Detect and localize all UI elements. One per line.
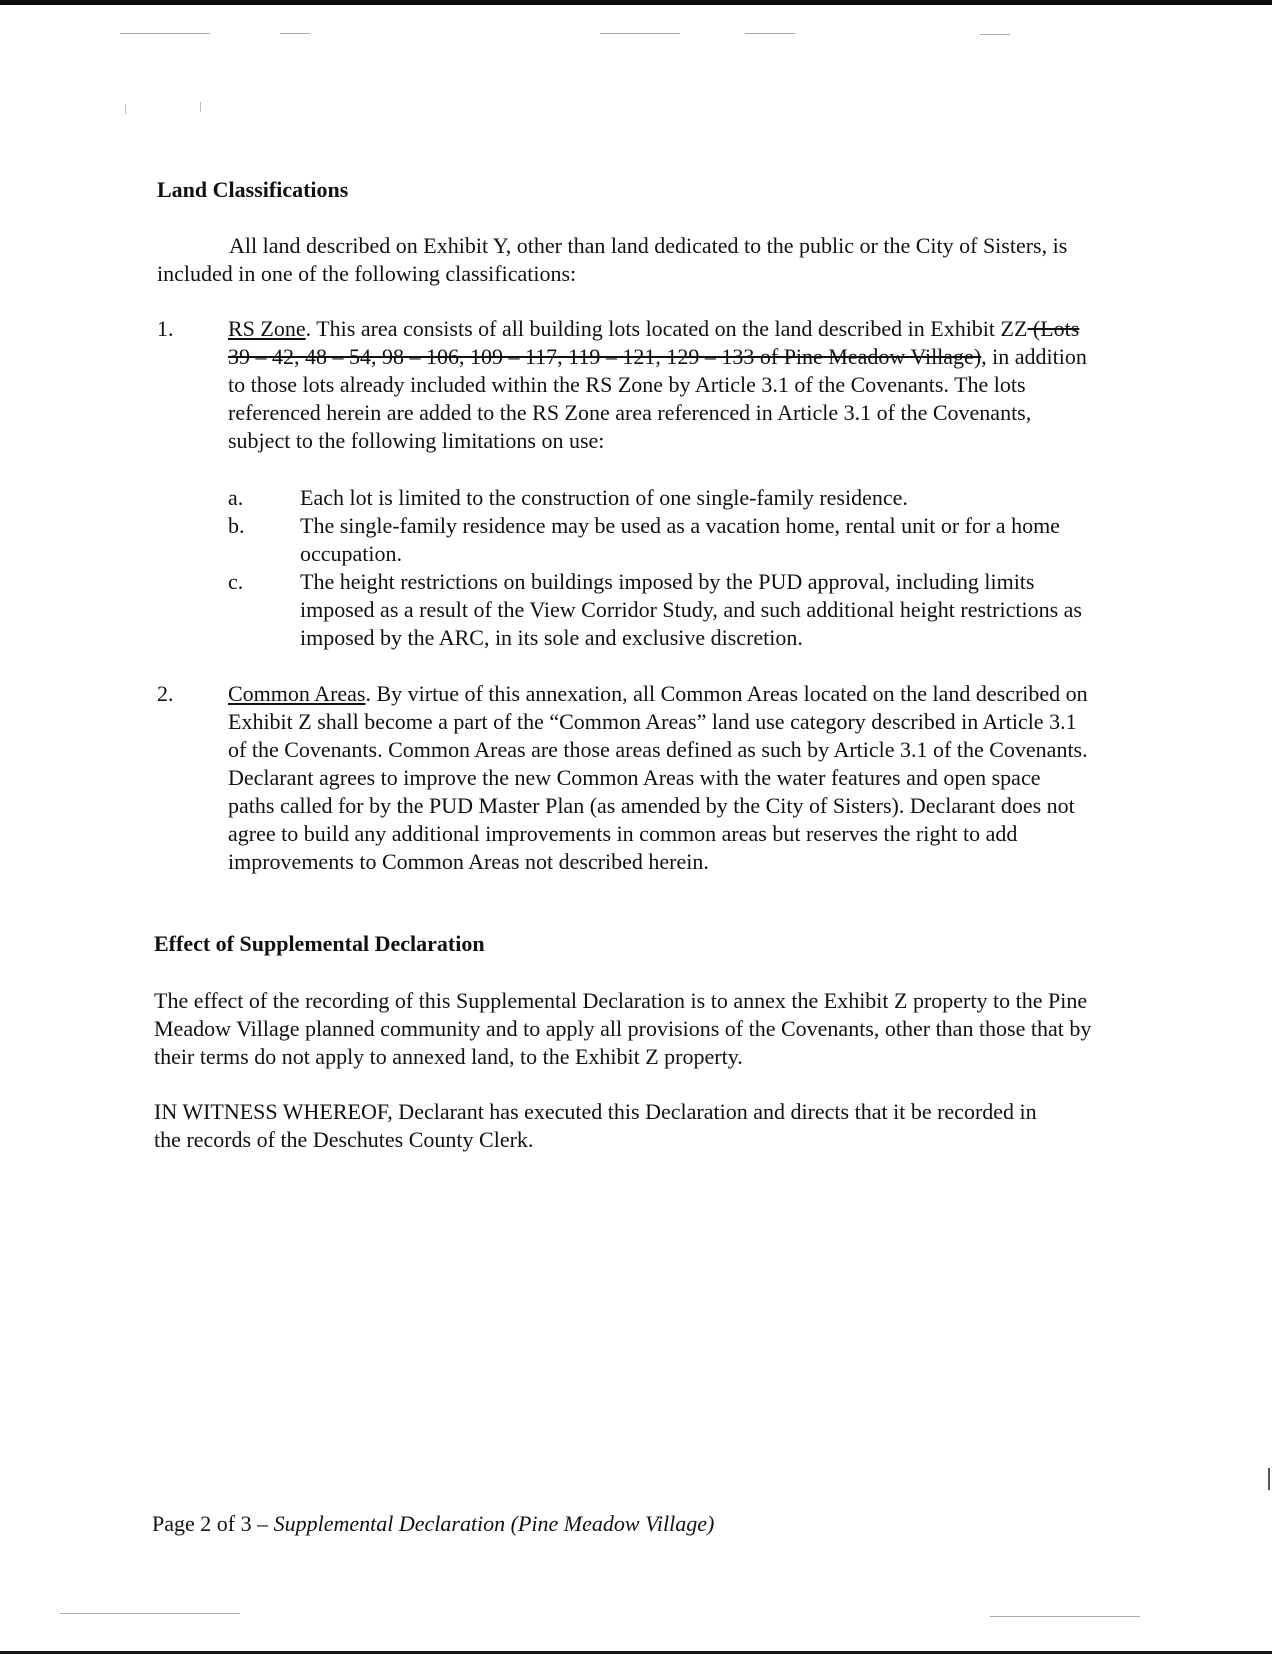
footer-document-title: Supplemental Declaration (Pine Meadow Village) [273, 1511, 715, 1536]
scan-smudge [990, 1616, 1140, 1617]
subitem-label: a. [228, 485, 244, 510]
scan-speck [200, 102, 201, 112]
section-heading-effect: Effect of Supplemental Declaration [154, 931, 485, 956]
common-areas-paragraph [228, 680, 1088, 876]
footer-page-number: Page 2 of 3 – [152, 1511, 274, 1536]
subitem-text: The height restrictions on buildings imposed by the PUD approval, including limits imposed as a result of the View Corridor Study, and such additional height restrictions as imposed by the ARC, in its sole and exclusive discretion. [300, 569, 1082, 650]
rs-zone-text-b: , in addition to those lots already included within the RS Zone by Article 3.1 of the Covenants. The lots referenced herein are added to the RS Zone area referenced in Article 3.1 of the Covenants, subject to the following limitations on use: [228, 344, 1087, 453]
subitem-label: b. [228, 513, 245, 538]
rs-zone-paragraph [228, 315, 1088, 455]
item-number: 2. [157, 681, 174, 706]
subitem-text: Each lot is limited to the construction of one single-family residence. [300, 485, 908, 510]
item-number: 1. [157, 316, 174, 341]
scan-speck [125, 104, 126, 114]
scan-smudge [980, 34, 1010, 35]
land-intro-paragraph: All land described on Exhibit Y, other than land dedicated to the public or the City of Sisters, is included in one of the following classifications: [157, 233, 1068, 286]
scan-smudge [120, 33, 210, 34]
scan-smudge [600, 33, 680, 34]
scan-top-border [0, 0, 1272, 5]
scan-edge-mark [1268, 1468, 1270, 1490]
witness-paragraph: IN WITNESS WHEREOF, Declarant has executed this Declaration and directs that it be recorded in the records of the Deschutes County Clerk. [154, 1099, 1037, 1152]
page-footer [152, 1510, 714, 1538]
effect-paragraph: The effect of the recording of this Supplemental Declaration is to annex the Exhibit Z property to the Pine Meadow Village planned community and to apply all provisions of the Covenants, other than those that by their terms do not apply to annexed land, to the Exhibit Z property. [154, 988, 1092, 1069]
common-areas-title: Common Areas [228, 681, 366, 706]
subitem-text: The single-family residence may be used as a vacation home, rental unit or for a home occupation. [300, 513, 1060, 566]
common-areas-text: . By virtue of this annexation, all Common Areas located on the land described on Exhibit Z shall become a part of the “Common Areas” land use category described in Article 3.1 of the Covenants. Common Areas are those areas defined as such by Article 3.1 of the Covenants. Declarant agrees to improve the new Common Areas with the water features and open space paths called for by the PUD Master Plan (as amended by the City of Sisters). Declarant does not agree to build any additional improvements in common areas but reserves the right to add improvements to Common Areas not described herein. [228, 681, 1088, 874]
rs-zone-title: RS Zone [228, 316, 306, 341]
rs-zone-struck-text: (Lots 39 – 42, 48 – 54, 98 – 106, 109 – 117, 119 – 121, 129 – 133 of Pine Meadow Village) [228, 316, 1080, 369]
rs-zone-text-a: . This area consists of all building lots located on the land described in Exhibit ZZ [305, 316, 1028, 341]
section-heading-land-classifications: Land Classifications [157, 177, 349, 202]
subitem-label: c. [228, 569, 244, 594]
scan-smudge [60, 1613, 240, 1614]
scan-smudge [745, 33, 795, 34]
scan-smudge [280, 33, 310, 34]
